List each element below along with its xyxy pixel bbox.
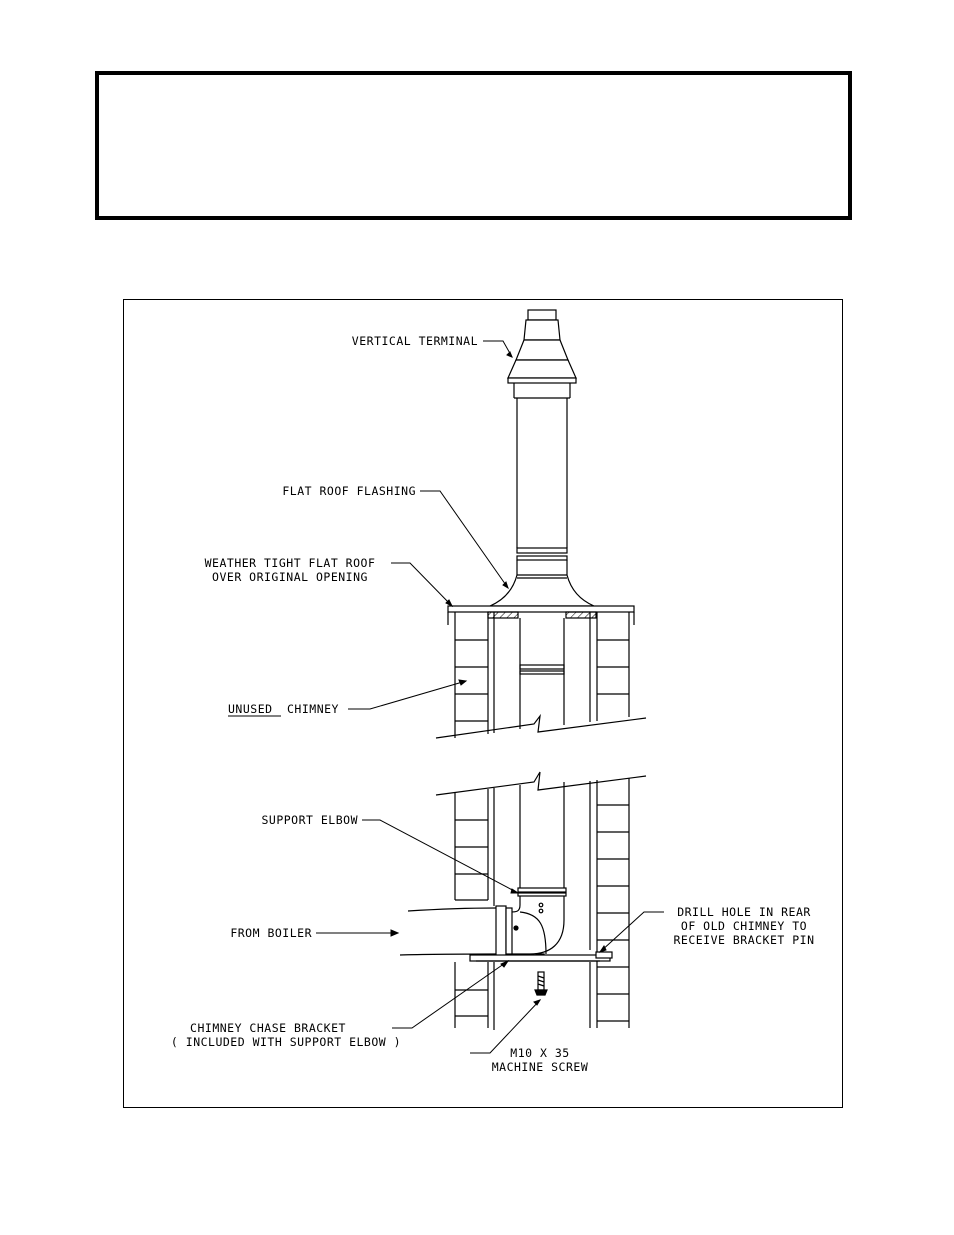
vertical-terminal (508, 310, 576, 398)
from-boiler-pipe (400, 908, 496, 955)
label-from-boiler: FROM BOILER (230, 926, 312, 940)
label-weather-tight-1: WEATHER TIGHT FLAT ROOF (204, 556, 376, 570)
label-screw-2: MACHINE SCREW (491, 1060, 589, 1074)
support-elbow (496, 888, 566, 960)
label-bracket-2: ( INCLUDED WITH SUPPORT ELBOW ) (170, 1035, 402, 1049)
leader-lines (228, 341, 664, 1053)
weather-tight-flat-roof (448, 606, 634, 625)
label-vertical-terminal: VERTICAL TERMINAL (351, 334, 478, 348)
label-drill-2: OF OLD CHIMNEY TO (680, 919, 808, 933)
label-weather-tight-2: OVER ORIGINAL OPENING (212, 570, 368, 584)
label-bracket-1: CHIMNEY CHASE BRACKET (190, 1021, 346, 1035)
label-support-elbow: SUPPORT ELBOW (261, 813, 358, 827)
label-screw-1: M10 X 35 (510, 1046, 570, 1060)
machine-screw (535, 972, 547, 995)
vent-pipe-upper (517, 398, 567, 575)
diagram-labels (171, 334, 815, 1074)
label-unused: UNUSED (228, 702, 273, 716)
label-drill-1: DRILL HOLE IN REAR (677, 905, 811, 919)
label-chimney: CHIMNEY (287, 702, 339, 716)
label-drill-3: RECEIVE BRACKET PIN (673, 933, 815, 947)
flat-roof-flashing (490, 575, 594, 606)
unused-chimney-upper (436, 612, 646, 738)
label-flat-roof-flashing: FLAT ROOF FLASHING (282, 484, 416, 498)
